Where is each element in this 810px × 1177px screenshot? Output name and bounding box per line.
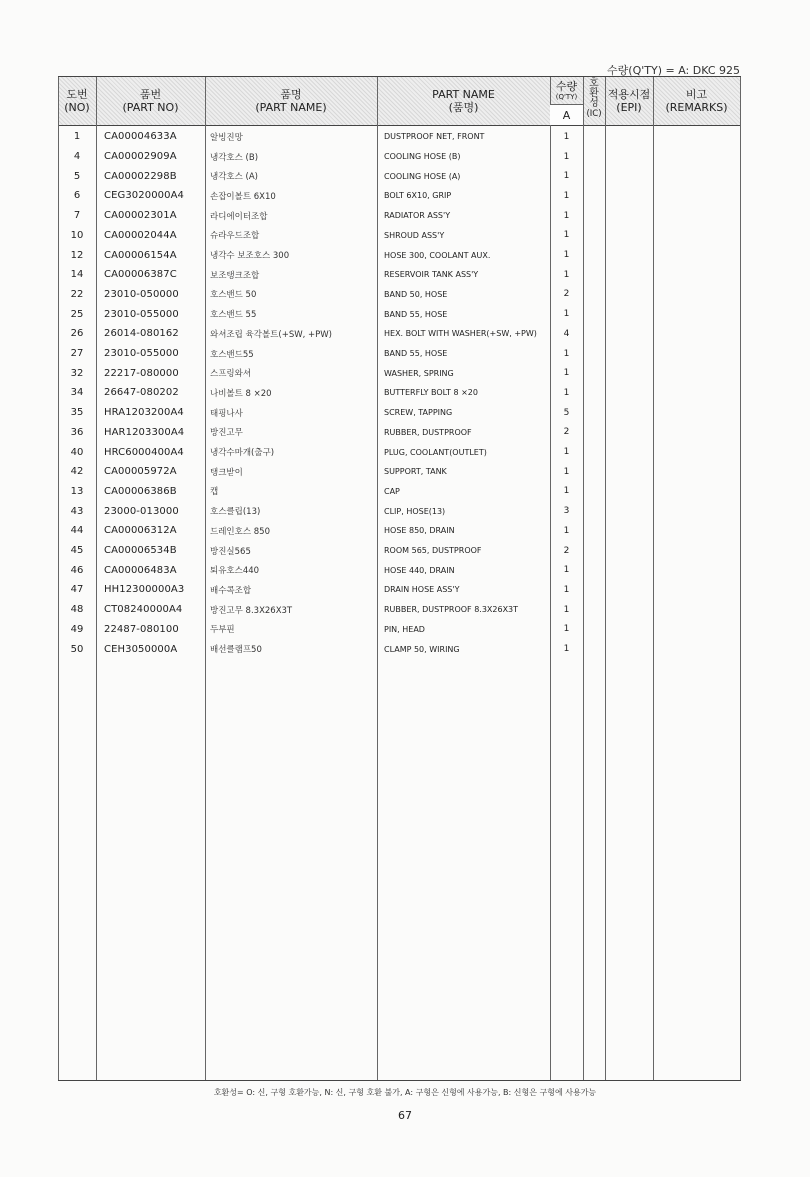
table-row (58, 521, 741, 541)
table-row (58, 600, 741, 620)
cell-part-name-ko: 방진고무 (210, 428, 243, 439)
table-row (58, 363, 741, 383)
cell-part-name-ko: 스프링와셔 (210, 369, 252, 380)
cell-part-no: HAR1203300A4 (104, 426, 185, 438)
header-ename-ko: (품명) (448, 101, 479, 114)
cell-part-name-ko: 슈라우드조합 (210, 231, 260, 242)
cell-no: 48 (70, 604, 84, 616)
cell-part-name-en: CLAMP 50, WIRING (384, 644, 460, 654)
cell-part-name-en: HOSE 440, DRAIN (384, 565, 455, 575)
table-row (58, 560, 741, 580)
cell-part-no: HRC6000400A4 (104, 446, 184, 458)
header-ic (583, 79, 605, 125)
table-row (58, 245, 741, 265)
table-row (58, 265, 741, 285)
cell-no: 4 (73, 151, 81, 163)
cell-part-name-ko: 퇴유호스440 (210, 566, 260, 577)
cell-no: 1 (73, 131, 81, 143)
cell-no: 46 (70, 564, 84, 576)
table-row (58, 423, 741, 443)
table-row (58, 226, 741, 246)
cell-part-name-en: DUSTPROOF NET, FRONT (384, 132, 485, 142)
header-ic-1: 호 (589, 78, 599, 89)
cell-part-name-ko: 방진실565 (210, 546, 251, 557)
cell-no: 12 (70, 249, 84, 261)
cell-part-name-ko: 보조탱크조합 (210, 270, 260, 281)
cell-part-no: HRA1203200A4 (104, 407, 184, 419)
cell-part-no: 26014-080162 (104, 328, 179, 340)
cell-part-no: 23000-013000 (104, 505, 179, 517)
qty-model-note: 수량(Q'TY) = A: DKC 925 (607, 64, 740, 77)
header-no (58, 77, 96, 125)
cell-qty: 1 (563, 151, 570, 162)
table-row (58, 186, 741, 206)
parts-table (58, 76, 741, 1081)
cell-part-name-ko: 알빙진망 (210, 132, 243, 143)
cell-no: 50 (70, 643, 84, 655)
header-qty-ko: 수량 (555, 79, 578, 93)
cell-qty: 1 (563, 466, 570, 477)
cell-no: 42 (70, 466, 84, 478)
cell-no: 22 (70, 288, 84, 300)
cell-part-name-en: BAND 55, HOSE (384, 309, 448, 319)
cell-part-name-en: HOSE 850, DRAIN (384, 526, 455, 536)
cell-part-name-en: RADIATOR ASS'Y (384, 211, 451, 221)
cell-no: 25 (70, 308, 84, 320)
cell-part-name-ko: 냉각호스 (B) (210, 152, 259, 163)
cell-qty: 1 (563, 309, 570, 320)
cell-part-no: 22487-080100 (104, 623, 179, 635)
table-row (58, 403, 741, 423)
header-epi (605, 77, 653, 125)
table-row (58, 147, 741, 167)
cell-part-no: CA00002298B (104, 170, 177, 182)
cell-part-name-ko: 호스밴드 50 (210, 290, 257, 301)
cell-part-no: CA00002044A (104, 229, 177, 241)
cell-part-name-ko: 와셔조립 육각볼트(+SW, +PW) (210, 329, 333, 340)
cell-no: 36 (70, 426, 84, 438)
cell-part-name-en: RUBBER, DUSTPROOF (384, 427, 472, 437)
cell-part-no: CA00005972A (104, 466, 177, 478)
cell-part-no: CEH3050000A (104, 643, 178, 655)
cell-no: 49 (70, 623, 84, 635)
cell-part-no: 23010-055000 (104, 308, 179, 320)
header-qty-model: A (550, 105, 583, 125)
cell-no: 14 (70, 269, 84, 281)
cell-qty: 1 (563, 230, 570, 241)
table-row (58, 166, 741, 186)
cell-no: 47 (70, 584, 84, 596)
cell-part-no: CT08240000A4 (104, 604, 183, 616)
header-part-no-en: (PART NO) (122, 101, 179, 114)
interchangeability-footnote: 호환성= O: 신, 구형 호환가능, N: 신, 구형 호환 불가, A: 구형은 신형에 사용가능, B: 신형은 구형에 사용가능 (213, 1088, 597, 1097)
cell-qty: 1 (563, 269, 570, 280)
header-ic-2: 환 (589, 88, 599, 99)
table-row (58, 580, 741, 600)
header-no-en: (NO) (64, 101, 90, 114)
cell-no: 27 (70, 348, 84, 360)
cell-part-name-ko: 냉각호스 (A) (210, 172, 258, 183)
header-qty (550, 77, 583, 125)
cell-part-no: CA00006386B (104, 485, 177, 497)
cell-qty: 1 (563, 171, 570, 182)
header-epi-ko: 적용시점 (607, 88, 651, 101)
cell-part-name-ko: 호스클립(13) (210, 507, 261, 518)
header-epi-en: (EPI) (616, 101, 642, 114)
cell-part-no: CA00004633A (104, 131, 177, 143)
table-row (58, 639, 741, 659)
cell-part-name-en: HEX. BOLT WITH WASHER(+SW, +PW) (384, 329, 537, 339)
header-remarks-en: (REMARKS) (665, 101, 728, 114)
cell-part-name-ko: 배수콕조합 (210, 585, 252, 596)
cell-part-name-ko: 냉각수 보조호스 300 (210, 251, 290, 262)
cell-part-no: HH12300000A3 (104, 584, 185, 596)
cell-part-name-en: ROOM 565, DUSTPROOF (384, 546, 482, 556)
cell-part-name-en: BUTTERFLY BOLT 8 ×20 (384, 388, 478, 398)
cell-part-name-ko: 냉각수마개(출구) (210, 448, 275, 459)
cell-part-no: CA00006483A (104, 564, 177, 576)
cell-part-name-en: HOSE 300, COOLANT AUX. (384, 250, 491, 260)
cell-qty: 5 (563, 407, 570, 418)
cell-qty: 1 (563, 486, 570, 497)
table-row (58, 462, 741, 482)
cell-qty: 1 (563, 210, 570, 221)
cell-qty: 1 (563, 190, 570, 201)
cell-part-name-ko: 손잡이볼트 6X10 (210, 191, 276, 202)
cell-part-name-ko: 호스밴드55 (210, 349, 254, 360)
cell-part-name-en: SHROUD ASS'Y (384, 230, 445, 240)
table-row (58, 383, 741, 403)
cell-part-name-en: RESERVOIR TANK ASS'Y (384, 270, 479, 280)
header-kname-en: (PART NAME) (255, 101, 327, 114)
cell-part-name-ko: 탱크받이 (210, 467, 243, 478)
header-qty-en: (Q'TY) (555, 92, 578, 101)
table-row (58, 285, 741, 305)
cell-qty: 1 (563, 644, 570, 655)
table-row (58, 127, 741, 147)
cell-part-name-en: RUBBER, DUSTPROOF 8.3X26X3T (384, 605, 519, 615)
header-remarks-ko: 비고 (685, 88, 708, 101)
cell-no: 7 (73, 210, 81, 222)
page-number: 67 (398, 1109, 412, 1122)
cell-part-name-en: CAP (384, 486, 400, 496)
cell-part-no: CA00002301A (104, 210, 177, 222)
cell-qty: 1 (563, 525, 570, 536)
table-row (58, 442, 741, 462)
cell-qty: 2 (563, 427, 570, 438)
header-kname-ko: 품명 (280, 88, 302, 101)
cell-part-name-en: WASHER, SPRING (384, 368, 454, 378)
cell-part-no: CA00006312A (104, 525, 177, 537)
cell-qty: 3 (563, 506, 570, 517)
cell-part-no: 23010-055000 (104, 348, 179, 360)
header-part-no-ko: 품번 (139, 88, 162, 101)
cell-part-no: 26647-080202 (104, 387, 179, 399)
table-row (58, 482, 741, 502)
cell-no: 5 (73, 170, 81, 182)
header-no-ko: 도번 (66, 88, 88, 101)
cell-part-name-en: BAND 55, HOSE (384, 349, 448, 359)
cell-qty: 1 (563, 368, 570, 379)
cell-part-name-en: PIN, HEAD (384, 624, 425, 634)
table-row (58, 206, 741, 226)
table-row (58, 324, 741, 344)
cell-no: 34 (70, 387, 84, 399)
cell-no: 45 (70, 545, 84, 557)
cell-part-name-en: BOLT 6X10, GRIP (384, 191, 452, 201)
header-qty-top (550, 77, 583, 105)
cell-qty: 1 (563, 584, 570, 595)
cell-part-name-en: DRAIN HOSE ASS'Y (384, 585, 460, 595)
cell-no: 35 (70, 407, 84, 419)
cell-qty: 1 (563, 447, 570, 458)
cell-no: 26 (70, 328, 84, 340)
cell-part-name-en: COOLING HOSE (A) (384, 171, 461, 181)
header-part-name-en (377, 77, 550, 125)
header-part-no (96, 77, 205, 125)
cell-part-name-en: SCREW, TAPPING (384, 408, 453, 418)
table-row (58, 304, 741, 324)
cell-no: 40 (70, 446, 84, 458)
cell-no: 6 (73, 190, 81, 202)
cell-part-name-ko: 배선클램프50 (210, 645, 262, 656)
cell-qty: 1 (563, 131, 570, 142)
table-row (58, 541, 741, 561)
table-row (58, 344, 741, 364)
cell-qty: 1 (563, 565, 570, 576)
cell-no: 43 (70, 505, 84, 517)
cell-part-name-ko: 호스밴드 55 (210, 310, 257, 321)
header-ic-en: (IC) (586, 109, 602, 119)
cell-qty: 2 (563, 545, 570, 556)
cell-part-name-ko: 드레인호스 850 (210, 526, 270, 537)
cell-part-no: CEG3020000A4 (104, 190, 184, 202)
header-ename-en: PART NAME (432, 88, 495, 101)
cell-part-name-en: SUPPORT, TANK (384, 467, 447, 477)
cell-part-name-en: COOLING HOSE (B) (384, 152, 461, 162)
cell-part-name-ko: 나비볼트 8 ×20 (210, 388, 272, 399)
cell-no: 32 (70, 367, 84, 379)
cell-qty: 1 (563, 387, 570, 398)
cell-part-no: CA00006534B (104, 545, 177, 557)
header-remarks (653, 77, 740, 125)
cell-part-name-en: PLUG, COOLANT(OUTLET) (384, 447, 487, 457)
cell-part-name-ko: 라디에이터조합 (210, 211, 268, 222)
cell-part-name-en: CLIP, HOSE(13) (384, 506, 446, 516)
cell-no: 10 (70, 229, 84, 241)
table-row (58, 620, 741, 640)
cell-part-name-ko: 태핑나사 (210, 408, 243, 419)
cell-part-no: CA00006154A (104, 249, 177, 261)
cell-part-no: CA00006387C (104, 269, 177, 281)
header-part-name-ko (205, 77, 377, 125)
cell-qty: 2 (563, 289, 570, 300)
cell-qty: 1 (563, 604, 570, 615)
cell-part-name-en: BAND 50, HOSE (384, 289, 448, 299)
cell-part-name-ko: 두부핀 (210, 625, 235, 636)
cell-qty: 1 (563, 348, 570, 359)
cell-part-no: 22217-080000 (104, 367, 179, 379)
table-row (58, 501, 741, 521)
cell-no: 13 (70, 485, 84, 497)
cell-qty: 1 (563, 624, 570, 635)
cell-no: 44 (70, 525, 84, 537)
cell-qty: 1 (563, 250, 570, 261)
header-ic-3: 성 (589, 98, 599, 109)
cell-part-name-ko: 방진고무 8.3X26X3T (210, 605, 293, 616)
cell-part-no: CA00002909A (104, 151, 177, 163)
cell-qty: 4 (563, 328, 570, 339)
cell-part-no: 23010-050000 (104, 288, 179, 300)
cell-part-name-ko: 캡 (210, 487, 219, 498)
